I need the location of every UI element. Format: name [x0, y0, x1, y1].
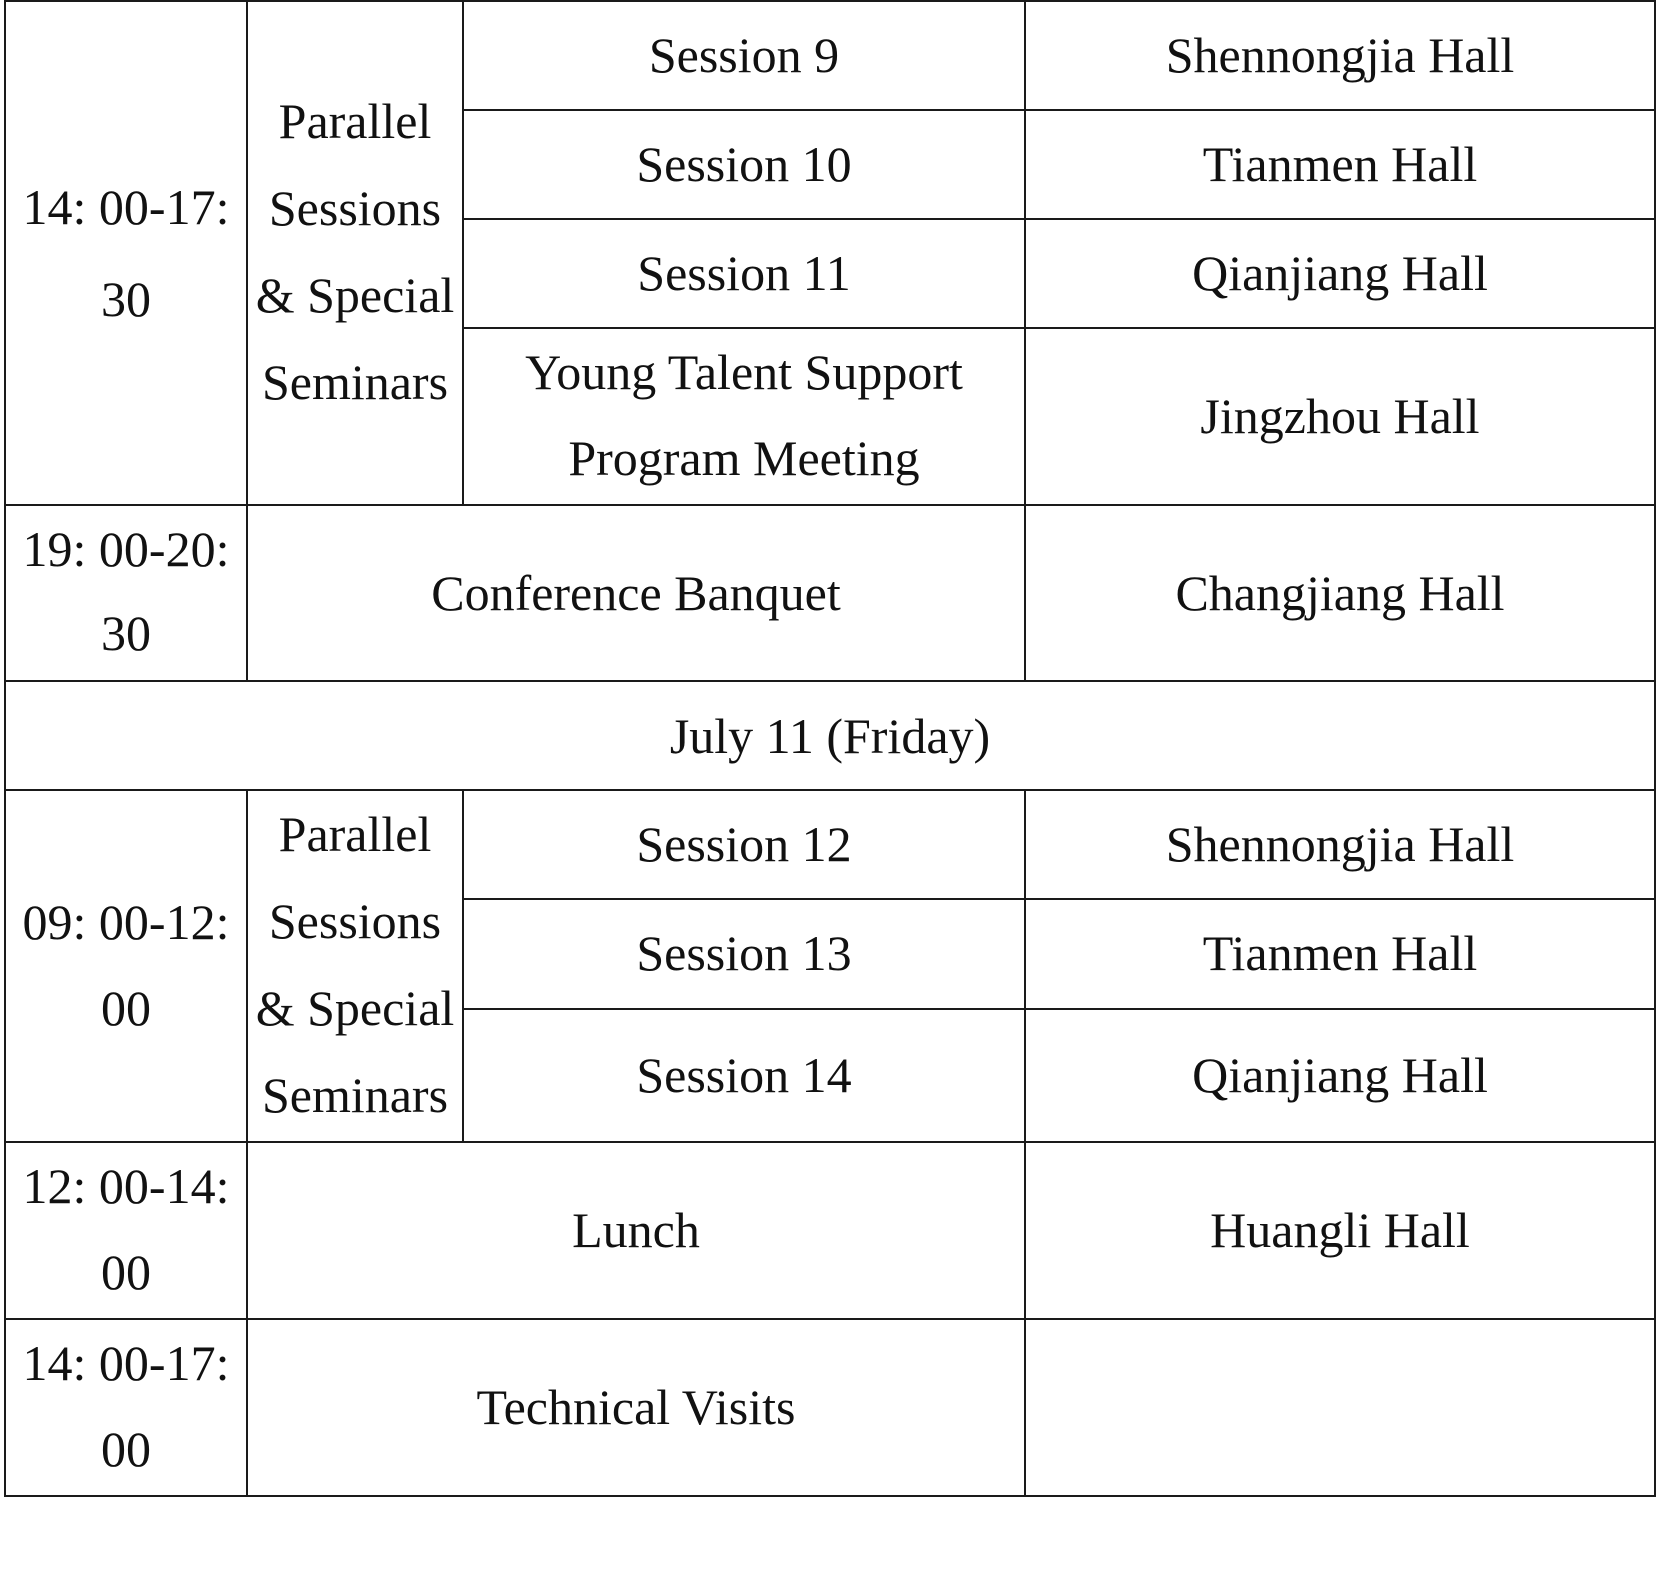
time-label: 12: 00-14: 00: [22, 1158, 230, 1300]
time-cell: [5, 1319, 247, 1496]
event-cell: [247, 1319, 1025, 1496]
block-title: Parallel Sessions & Special Seminars: [255, 93, 455, 410]
venue-name: Qianjiang Hall: [1192, 1046, 1488, 1103]
table-row: [5, 1142, 1655, 1319]
venue-name: Jingzhou Hall: [1200, 388, 1480, 444]
block-title-cell: [247, 1, 463, 505]
venue-cell: [1025, 1, 1655, 110]
venue-name: Tianmen Hall: [1202, 925, 1478, 982]
day-header: July 11 (Friday): [669, 707, 991, 764]
time-label: 09: 00-12: 00: [22, 893, 230, 1036]
session-name-cell: [463, 1, 1025, 110]
session-name: Session 14: [636, 1046, 852, 1103]
block-title: Parallel Sessions & Special Seminars: [255, 806, 455, 1123]
venue-name: Qianjiang Hall: [1192, 245, 1488, 301]
time-cell: [5, 790, 247, 1142]
session-name: Session 11: [637, 245, 851, 301]
schedule-table: [4, 0, 1656, 1497]
table-row: [5, 505, 1655, 681]
venue-name: Huangli Hall: [1210, 1202, 1470, 1258]
session-name-cell: [463, 899, 1025, 1009]
session-name: Session 12: [636, 815, 852, 872]
time-label: 19: 00-20: 30: [22, 521, 230, 661]
event-name: Conference Banquet: [431, 564, 841, 621]
venue-name: Shennongjia Hall: [1165, 815, 1515, 872]
table-row: [5, 1319, 1655, 1496]
time-label: 14: 00-17: 00: [22, 1335, 230, 1477]
session-name: Session 9: [648, 27, 840, 83]
block-title-cell: [247, 790, 463, 1142]
table-row: [5, 790, 1655, 899]
venue-cell: [1025, 505, 1655, 681]
venue-name: Tianmen Hall: [1202, 136, 1478, 192]
session-name-cell: [463, 790, 1025, 899]
time-cell: [5, 1, 247, 505]
session-name-cell: [463, 328, 1025, 505]
time-cell: [5, 505, 247, 681]
venue-name: Shennongjia Hall: [1165, 27, 1515, 83]
event-cell: [247, 505, 1025, 681]
event-name: Technical Visits: [476, 1379, 796, 1435]
session-name-cell: [463, 1009, 1025, 1142]
venue-cell: [1025, 328, 1655, 505]
event-cell: [247, 1142, 1025, 1319]
table-row: [5, 681, 1655, 790]
venue-cell: [1025, 1009, 1655, 1142]
venue-cell: [1025, 110, 1655, 219]
venue-name: Changjiang Hall: [1175, 564, 1505, 621]
table-row: [5, 1, 1655, 110]
time-cell: [5, 1142, 247, 1319]
venue-cell: [1025, 219, 1655, 328]
venue-cell: [1025, 1319, 1655, 1496]
session-name-cell: [463, 110, 1025, 219]
session-name-cell: [463, 219, 1025, 328]
venue-cell: [1025, 790, 1655, 899]
event-name: Lunch: [572, 1202, 700, 1258]
session-name: Session 13: [636, 925, 852, 982]
time-label: 14: 00-17: 30: [22, 179, 230, 327]
venue-cell: [1025, 1142, 1655, 1319]
venue-cell: [1025, 899, 1655, 1009]
session-name: Session 10: [636, 136, 852, 192]
day-header-cell: [5, 681, 1655, 790]
session-name: Young Talent Support Program Meeting: [525, 344, 963, 486]
